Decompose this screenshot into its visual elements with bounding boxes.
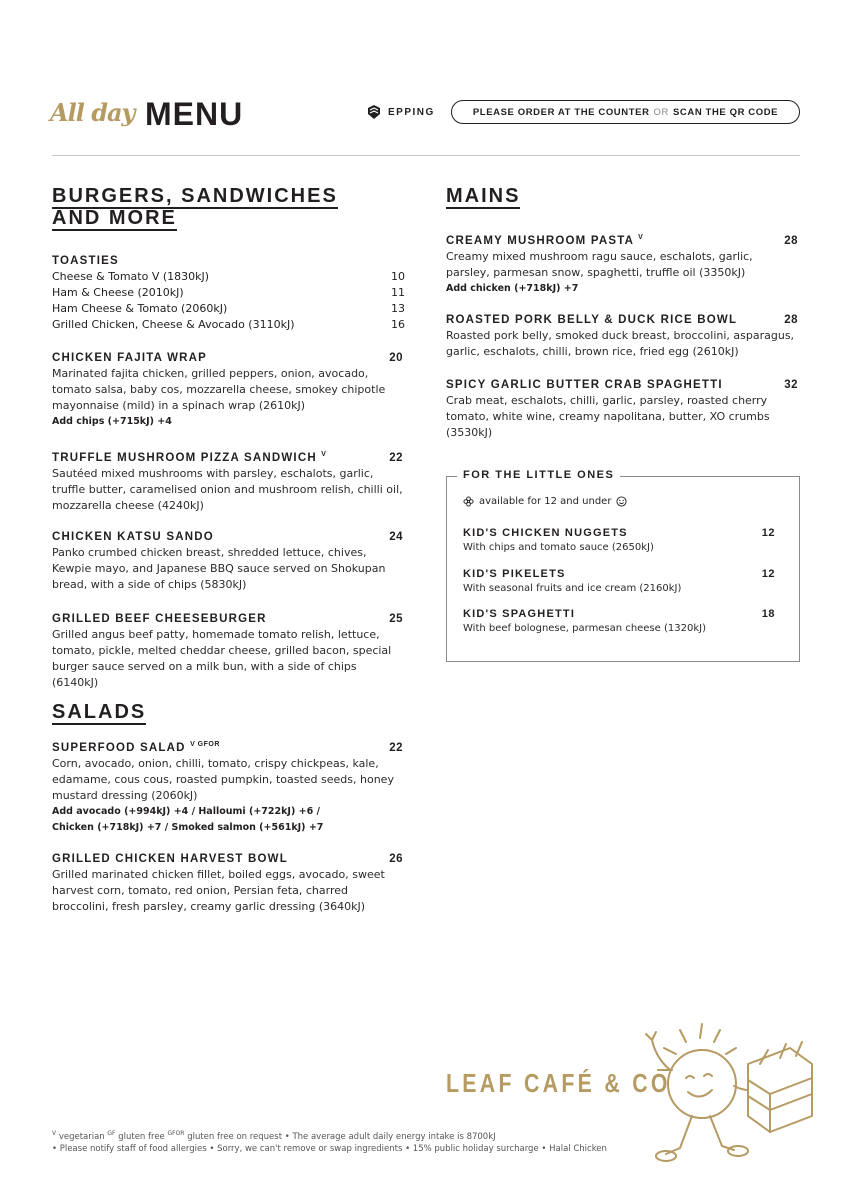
burgers-title-line2: AND MORE bbox=[52, 207, 177, 229]
toastie-name: Ham Cheese & Tomato (2060kJ) bbox=[52, 302, 228, 315]
toastie-name: Cheese & Tomato V (1830kJ) bbox=[52, 270, 210, 283]
salads-title: SALADS bbox=[52, 701, 147, 723]
item-price: 22 bbox=[389, 451, 403, 464]
item-name: KID'S SPAGHETTI bbox=[463, 608, 576, 620]
pork-item bbox=[446, 312, 798, 360]
item-price: 12 bbox=[761, 568, 775, 580]
item-description: With beef bolognese, parmesan cheese (1320kJ) bbox=[463, 623, 706, 634]
order-instructions bbox=[451, 100, 800, 124]
kids-item bbox=[463, 566, 775, 596]
item-name: SPICY GARLIC BUTTER CRAB SPAGHETTI bbox=[446, 379, 723, 391]
item-price: 22 bbox=[389, 741, 403, 754]
toastie-row bbox=[52, 285, 405, 301]
truffle-item bbox=[52, 447, 403, 514]
item-description: Roasted pork belly, smoked duck breast, broccolini, asparagus, garlic, eschalots, chilli, brown rice, fried egg (2610kJ) bbox=[446, 329, 795, 358]
toastie-name: Ham & Cheese (2010kJ) bbox=[52, 286, 184, 299]
order-counter-text: PLEASE ORDER AT THE COUNTER bbox=[472, 106, 650, 118]
burgers-section-title bbox=[52, 185, 352, 229]
item-description: Crab meat, eschalots, chilli, garlic, parsley, roasted cherry tomato, white wine, creamy napolitana, butter, XO crumbs (3530kJ) bbox=[446, 394, 770, 439]
key-gf-text: gluten free bbox=[118, 1131, 165, 1142]
item-name: KID'S CHICKEN NUGGETS bbox=[463, 527, 628, 539]
brand-name: LEAF CAFÉ & CO bbox=[446, 1068, 671, 1098]
item-name: ROASTED PORK BELLY & DUCK RICE BOWL bbox=[446, 314, 738, 326]
kids-menu-box bbox=[446, 469, 800, 662]
item-description: With chips and tomato sauce (2650kJ) bbox=[463, 542, 654, 553]
cheeseburger-item bbox=[52, 611, 403, 691]
toasties-title: TOASTIES bbox=[52, 255, 119, 267]
item-price: 24 bbox=[389, 531, 403, 543]
footer-notice: • Please notify staff of food allergies • Sorry, we can't remove or swap ingredients • 15% public holiday surcharge • Halal Chicken bbox=[52, 1144, 607, 1154]
item-addon: Chicken (+718kJ) +7 / Smoked salmon (+561kJ) +7 bbox=[52, 821, 324, 833]
superfood-item bbox=[52, 737, 403, 836]
header-divider bbox=[52, 155, 800, 156]
burgers-title-line1: BURGERS, SANDWICHES bbox=[52, 185, 338, 207]
dietary-tag: V bbox=[638, 234, 644, 241]
item-description: Grilled angus beef patty, homemade tomato relish, lettuce, tomato, pickle, melted cheddar cheese, grilled bacon, special burger sauce served on a milk bun, with a side of chips (6140kJ) bbox=[52, 628, 392, 689]
fajita-item bbox=[52, 350, 403, 430]
item-price: 12 bbox=[761, 527, 775, 539]
mains-title: MAINS bbox=[446, 185, 521, 207]
item-name: SUPERFOOD SALAD bbox=[52, 741, 186, 754]
item-price: 28 bbox=[784, 314, 798, 326]
item-description: Corn, avocado, onion, chilli, tomato, crispy chickpeas, kale, edamame, cous cous, roasted pumpkin, toasted seeds, honey mustard dressing (2060kJ) bbox=[52, 756, 394, 802]
header-menu-title: MENU bbox=[145, 96, 244, 132]
order-qr-text: SCAN THE QR CODE bbox=[672, 106, 779, 118]
item-description: Grilled marinated chicken fillet, boiled eggs, avocado, sweet harvest corn, tomato, red onion, Persian feta, charred broccolini, fresh parsley, creamy garlic dressing (3640kJ) bbox=[52, 868, 385, 913]
toastie-price: 11 bbox=[391, 286, 405, 299]
item-price: 18 bbox=[761, 608, 775, 620]
location-label: EPPING bbox=[388, 106, 435, 118]
key-gf: GF bbox=[107, 1130, 116, 1137]
dietary-key bbox=[52, 1130, 496, 1142]
header-script-title: All day bbox=[50, 98, 135, 127]
toastie-price: 16 bbox=[391, 318, 405, 331]
item-name-wrap bbox=[446, 230, 643, 249]
item-addon: Add chips (+715kJ) +4 bbox=[52, 416, 172, 427]
kids-note bbox=[463, 496, 627, 507]
item-description: Creamy mixed mushroom ragu sauce, eschalots, garlic, parsley, parmesan snow, spaghetti, truffle oil (3350kJ) bbox=[446, 249, 753, 279]
item-price: 25 bbox=[389, 613, 403, 625]
item-description: Panko crumbed chicken breast, shredded lettuce, chives, Kewpie mayo, and Japanese BBQ sauce served on Shokupan bread, with a side of chips (5830kJ) bbox=[52, 546, 386, 591]
item-addon: Add avocado (+994kJ) +4 / Halloumi (+722kJ) +6 / bbox=[52, 805, 320, 817]
item-addon: Add chicken (+718kJ) +7 bbox=[446, 282, 579, 294]
item-price: 26 bbox=[389, 853, 403, 865]
item-name: CHICKEN FAJITA WRAP bbox=[52, 352, 208, 364]
harvest-item bbox=[52, 851, 403, 915]
order-or-text: OR bbox=[653, 106, 669, 118]
toastie-row bbox=[52, 301, 405, 317]
key-gfor: GFOR bbox=[167, 1130, 185, 1137]
item-name-wrap bbox=[52, 447, 326, 466]
item-price: 32 bbox=[784, 379, 798, 391]
kids-title: FOR THE LITTLE ONES bbox=[457, 469, 620, 481]
item-description: Marinated fajita chicken, grilled peppers, onion, avocado, tomato salsa, baby cos, mozzarella cheese, smokey chipotle mayonnaise (mild) in a spinach wrap (2610kJ) bbox=[52, 367, 386, 412]
flower-icon bbox=[463, 496, 474, 507]
item-name: KID'S PIKELETS bbox=[463, 568, 566, 580]
smiley-icon bbox=[616, 496, 627, 507]
toastie-name: Grilled Chicken, Cheese & Avocado (3110kJ) bbox=[52, 318, 295, 331]
katsu-item bbox=[52, 529, 403, 593]
toastie-row bbox=[52, 317, 405, 333]
dietary-tag: V bbox=[321, 451, 327, 458]
item-name: CREAMY MUSHROOM PASTA bbox=[446, 234, 634, 247]
dietary-tag: V GFOR bbox=[190, 741, 220, 748]
kids-item bbox=[463, 606, 775, 636]
key-gfor-text: gluten free on request • The average adult daily energy intake is 8700kJ bbox=[187, 1131, 496, 1142]
kids-item bbox=[463, 525, 775, 555]
leaf-logo-icon bbox=[366, 104, 382, 120]
item-name: GRILLED CHICKEN HARVEST BOWL bbox=[52, 853, 288, 865]
salads-section-title bbox=[52, 701, 146, 723]
item-name: TRUFFLE MUSHROOM PIZZA SANDWICH bbox=[52, 451, 317, 464]
key-v: V bbox=[52, 1130, 57, 1137]
toastie-price: 10 bbox=[391, 270, 405, 283]
item-name-wrap bbox=[52, 737, 220, 756]
toasties-item bbox=[52, 253, 405, 333]
location bbox=[366, 104, 435, 120]
item-description: Sautéed mixed mushrooms with parsley, eschalots, garlic, truffle butter, caramelised onion and mushroom relish, chilli oil, mozzarella cheese (4240kJ) bbox=[52, 466, 403, 512]
item-price: 20 bbox=[389, 352, 403, 364]
toastie-row bbox=[52, 269, 405, 285]
toastie-price: 13 bbox=[391, 302, 405, 315]
item-name: GRILLED BEEF CHEESEBURGER bbox=[52, 613, 267, 625]
key-v-text: vegetarian bbox=[58, 1131, 105, 1142]
item-name: CHICKEN KATSU SANDO bbox=[52, 531, 214, 543]
kids-note-text: available for 12 and under bbox=[479, 496, 612, 507]
pasta-item bbox=[446, 230, 798, 297]
mains-section-title bbox=[446, 185, 520, 207]
crab-item bbox=[446, 377, 798, 441]
item-price: 28 bbox=[784, 234, 798, 247]
mascot-illustration-icon bbox=[640, 1020, 820, 1170]
item-description: With seasonal fruits and ice cream (2160kJ) bbox=[463, 583, 682, 594]
